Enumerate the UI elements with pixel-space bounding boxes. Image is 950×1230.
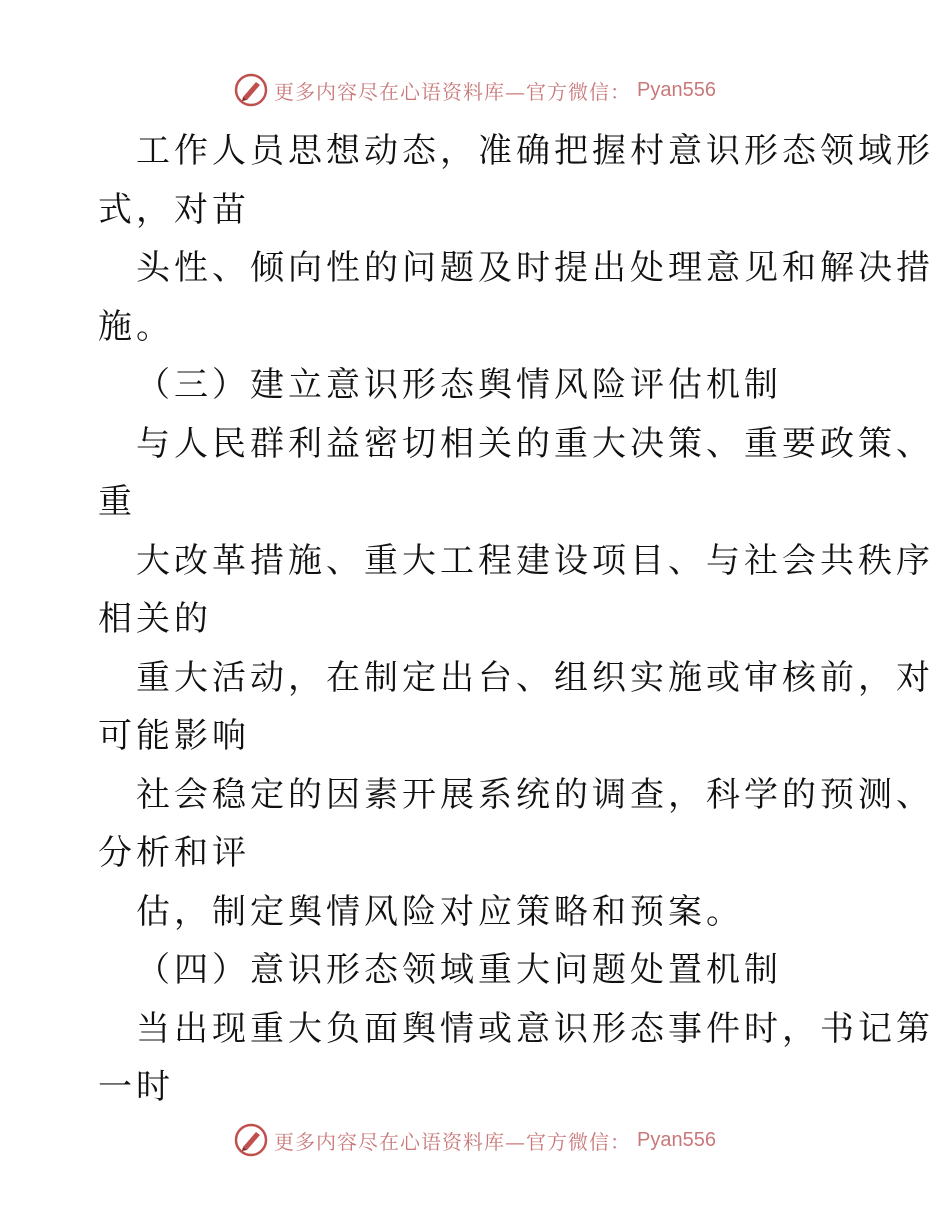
- body-text-line: 重: [98, 482, 136, 522]
- body-text-line: 与人民群利益密切相关的重大决策、重要政策、: [136, 423, 934, 464]
- body-text-line: 当出现重大负面舆情或意识形态事件时，书记第: [136, 1008, 934, 1049]
- body-text-line: 头性、倾向性的问题及时提出处理意见和解决措: [136, 248, 934, 288]
- body-text-line: 可能影响: [98, 716, 250, 756]
- body-text-line: 分析和评: [98, 833, 250, 873]
- watermark-text: 更多内容尽在心语资料库—官方微信：: [274, 79, 632, 104]
- body-text-line: 一时: [98, 1067, 174, 1107]
- body-text-line: 施。: [98, 306, 174, 347]
- body-text-line: 估，制定舆情风险对应策略和预案。: [136, 891, 744, 932]
- body-text-line: 相关的: [98, 599, 212, 639]
- watermark-text: 更多内容尽在心语资料库—官方微信：: [274, 1129, 632, 1154]
- document-body: [98, 122, 934, 1117]
- body-text-line: 社会稳定的因素开展系统的调查，科学的预测、: [136, 774, 934, 815]
- footer-watermark: [0, 1120, 950, 1160]
- pen-logo-icon: [234, 73, 268, 107]
- body-text-line: 大改革措施、重大工程建设项目、与社会共秩序: [136, 540, 934, 581]
- body-text-line: （四）意识形态领域重大问题处置机制: [136, 950, 782, 990]
- pen-logo-icon: [234, 1123, 268, 1157]
- body-text-line: 工作人员思想动态，准确把握村意识形态领域形: [136, 131, 934, 171]
- watermark-wechat-id: Pyan556: [637, 78, 716, 101]
- body-text-line: （三）建立意识形态舆情风险评估机制: [136, 365, 782, 405]
- body-text-line: 式，对苗: [98, 189, 250, 230]
- watermark-wechat-id: Pyan556: [637, 1128, 716, 1151]
- header-watermark: [0, 70, 950, 110]
- body-text-line: 重大活动，在制定出台、组织实施或审核前，对: [136, 657, 934, 698]
